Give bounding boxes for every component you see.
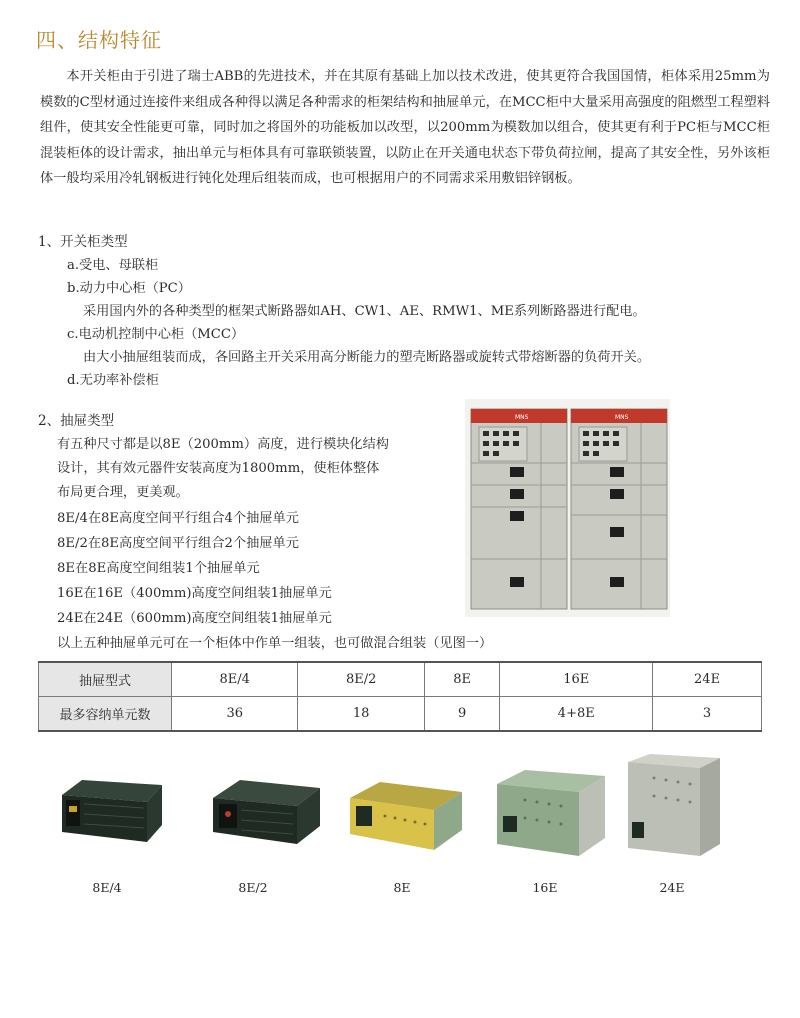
table-cell: 18 <box>298 697 424 732</box>
cabinet-label: MNS <box>515 414 529 421</box>
table-cell: 8E/4 <box>172 662 298 697</box>
drawer-text-line: 8E/4在8E高度空间平行组合4个抽屉单元 <box>57 511 299 526</box>
drawer-spec-table <box>38 661 762 732</box>
drawer-unit-label: 24E <box>659 880 685 895</box>
table-cell: 9 <box>424 697 500 732</box>
table-cell: 4+8E <box>500 697 653 732</box>
cabinet-type-b-desc: 采用国内外的各种类型的框架式断路器如AH、CW1、AE、RMW1、ME系列断路器进行配电。 <box>83 304 646 319</box>
drawer-text-line: 设计，其有效元器件安装高度为1800mm，使柜体整体 <box>57 461 380 476</box>
section-title: 四、结构特征 <box>36 28 162 52</box>
cabinet-types-heading: 1、开关柜类型 <box>38 234 128 250</box>
cabinet-type-a: a.受电、母联柜 <box>67 258 159 273</box>
drawer-unit-24e-image <box>620 752 730 862</box>
drawer-types-heading: 2、抽屉类型 <box>38 413 115 429</box>
intro-paragraph: 本开关柜由于引进了瑞士ABB的先进技术，并在其原有基础上加以技术改进，使其更符合我国国情，柜体采用25mm为模数的C型材通过连接件来组成各种得以满足各种需求的柜架结构和抽屉单元，在MCC柜中大量采用高强度的阻燃型工程塑料组件，使其安全性能更可靠，同时加之将国外的功能板加以改型，以200mm为模数加以组合，使其更有利于PC柜与MCC柜混装柜体的设计需求，抽出单元与柜体具有可靠联锁装置，以防止在开关通电状态下带负荷拉闸，提高了其安全性，另外该柜体一般均采用冷轧钢板进行钝化处理后组装而成，也可根据用户的不同需求采用敷铝锌钢板。 <box>40 69 770 186</box>
table-row-header: 最多容纳单元数 <box>39 697 172 732</box>
cabinet-right <box>571 409 667 609</box>
table-row-header: 抽屉型式 <box>39 662 172 697</box>
drawer-text-line: 16E在16E（400mm)高度空间组装1抽屉单元 <box>57 586 332 601</box>
drawer-unit-8e2-image <box>205 770 325 850</box>
drawer-unit-label: 8E/2 <box>238 880 268 895</box>
drawer-unit-16e-image <box>485 762 615 862</box>
table-cell: 3 <box>653 697 762 732</box>
drawer-text-line: 有五种尺寸都是以8E（200mm）高度，进行模块化结构 <box>57 437 389 452</box>
switchgear-cabinet-image <box>465 399 670 617</box>
table-cell: 24E <box>653 662 762 697</box>
cabinet-type-c-desc: 由大小抽屉组装而成，各回路主开关采用高分断能力的塑壳断路器或旋转式带熔断器的负荷开关。 <box>83 350 651 365</box>
table-cell: 36 <box>172 697 298 732</box>
drawer-unit-8e4-image <box>52 770 172 850</box>
drawer-unit-label: 8E/4 <box>92 880 122 895</box>
cabinet-type-d: d.无功率补偿柜 <box>67 373 159 388</box>
drawer-unit-label: 16E <box>532 880 558 895</box>
drawer-text-line: 以上五种抽屉单元可在一个柜体中作单一组装，也可做混合组装（见图一） <box>57 636 493 651</box>
drawer-unit-label: 8E <box>393 880 411 895</box>
table-cell: 8E/2 <box>298 662 424 697</box>
table-row <box>39 697 762 732</box>
drawer-unit-8e-image <box>340 768 470 858</box>
drawer-text-line: 24E在24E（600mm)高度空间组装1抽屉单元 <box>57 611 332 626</box>
cabinet-type-c: c.电动机控制中心柜（MCC） <box>67 327 245 342</box>
drawer-text-line: 布局更合理，更美观。 <box>57 485 189 500</box>
drawer-text-line: 8E在8E高度空间组装1个抽屉单元 <box>57 561 260 576</box>
table-cell: 8E <box>424 662 500 697</box>
cabinet-type-b: b.动力中心柜（PC） <box>67 281 191 296</box>
table-row <box>39 662 762 697</box>
cabinet-left <box>471 409 567 609</box>
table-cell: 16E <box>500 662 653 697</box>
drawer-text-line: 8E/2在8E高度空间平行组合2个抽屉单元 <box>57 536 299 551</box>
cabinet-label: MNS <box>615 414 629 421</box>
